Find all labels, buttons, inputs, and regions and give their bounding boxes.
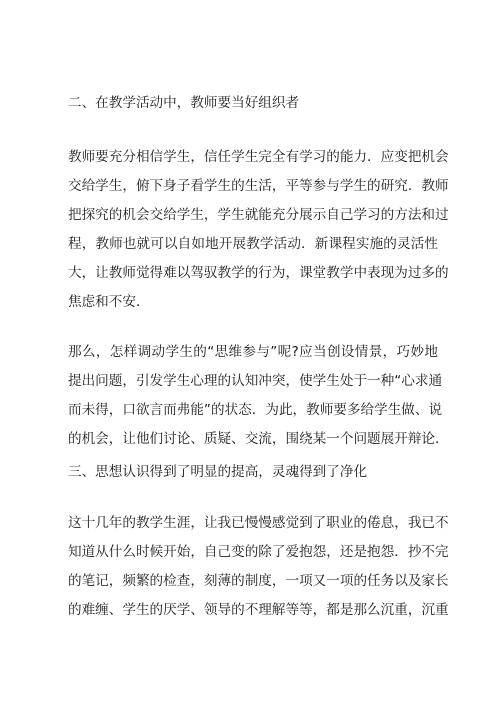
paragraph-3	[68, 509, 449, 625]
paragraph-line: 焦虑和不安．	[68, 294, 150, 310]
paragraph-line: 程，教师也就可以自如地开展教学活动．新课程实施的灵活性	[68, 236, 438, 252]
paragraph-line: 大，让教师觉得难以驾驭教学的行为，课堂教学中表现为过多的	[68, 265, 449, 281]
paragraph-line: 交给学生，俯下身子看学生的生活，平等参与学生的研究．教师	[68, 178, 449, 194]
paragraph-line: 而未得，口欲言而弗能”的状态．为此，教师要多给学生做、说	[68, 402, 443, 418]
paragraph-line: 教师要充分相信学生，信任学生完全有学习的能力．应变把机会	[68, 149, 449, 165]
paragraph-line: 知道从什么时候开始，自己变的除了爱抱怨，还是抱怨．抄不完	[68, 544, 449, 560]
paragraph-line: 这十几年的教学生涯，让我已慢慢感觉到了职业的倦息，我已不	[68, 515, 449, 531]
paragraph-line: 把探究的机会交给学生，学生就能充分展示自己学习的方法和过	[68, 207, 449, 223]
paragraph-line: 的难缠、学生的厌学、领导的不理解等等，都是那么沉重，沉重	[68, 602, 449, 618]
paragraph-line: 那么，怎样调动学生的“思维参与”呢?应当创设情景，巧妙地	[68, 344, 438, 360]
section-heading-3: 三、思想认识得到了明显的提高，灵魂得到了净化	[68, 464, 368, 480]
paragraph-line: 的笔记，频繁的检查，刻薄的制度，一项又一项的任务以及家长	[68, 573, 449, 589]
section-heading-2: 二、在教学活动中，教师要当好组织者	[68, 95, 300, 111]
paragraph-1	[68, 143, 449, 317]
paragraph-line: 提出问题，引发学生心理的认知冲突，使学生处于一种“心求通	[68, 373, 443, 389]
paragraph-2	[68, 338, 449, 454]
paragraph-line: 的机会，让他们讨论、质疑、交流，围绕某一个问题展开辩论．	[68, 431, 449, 447]
